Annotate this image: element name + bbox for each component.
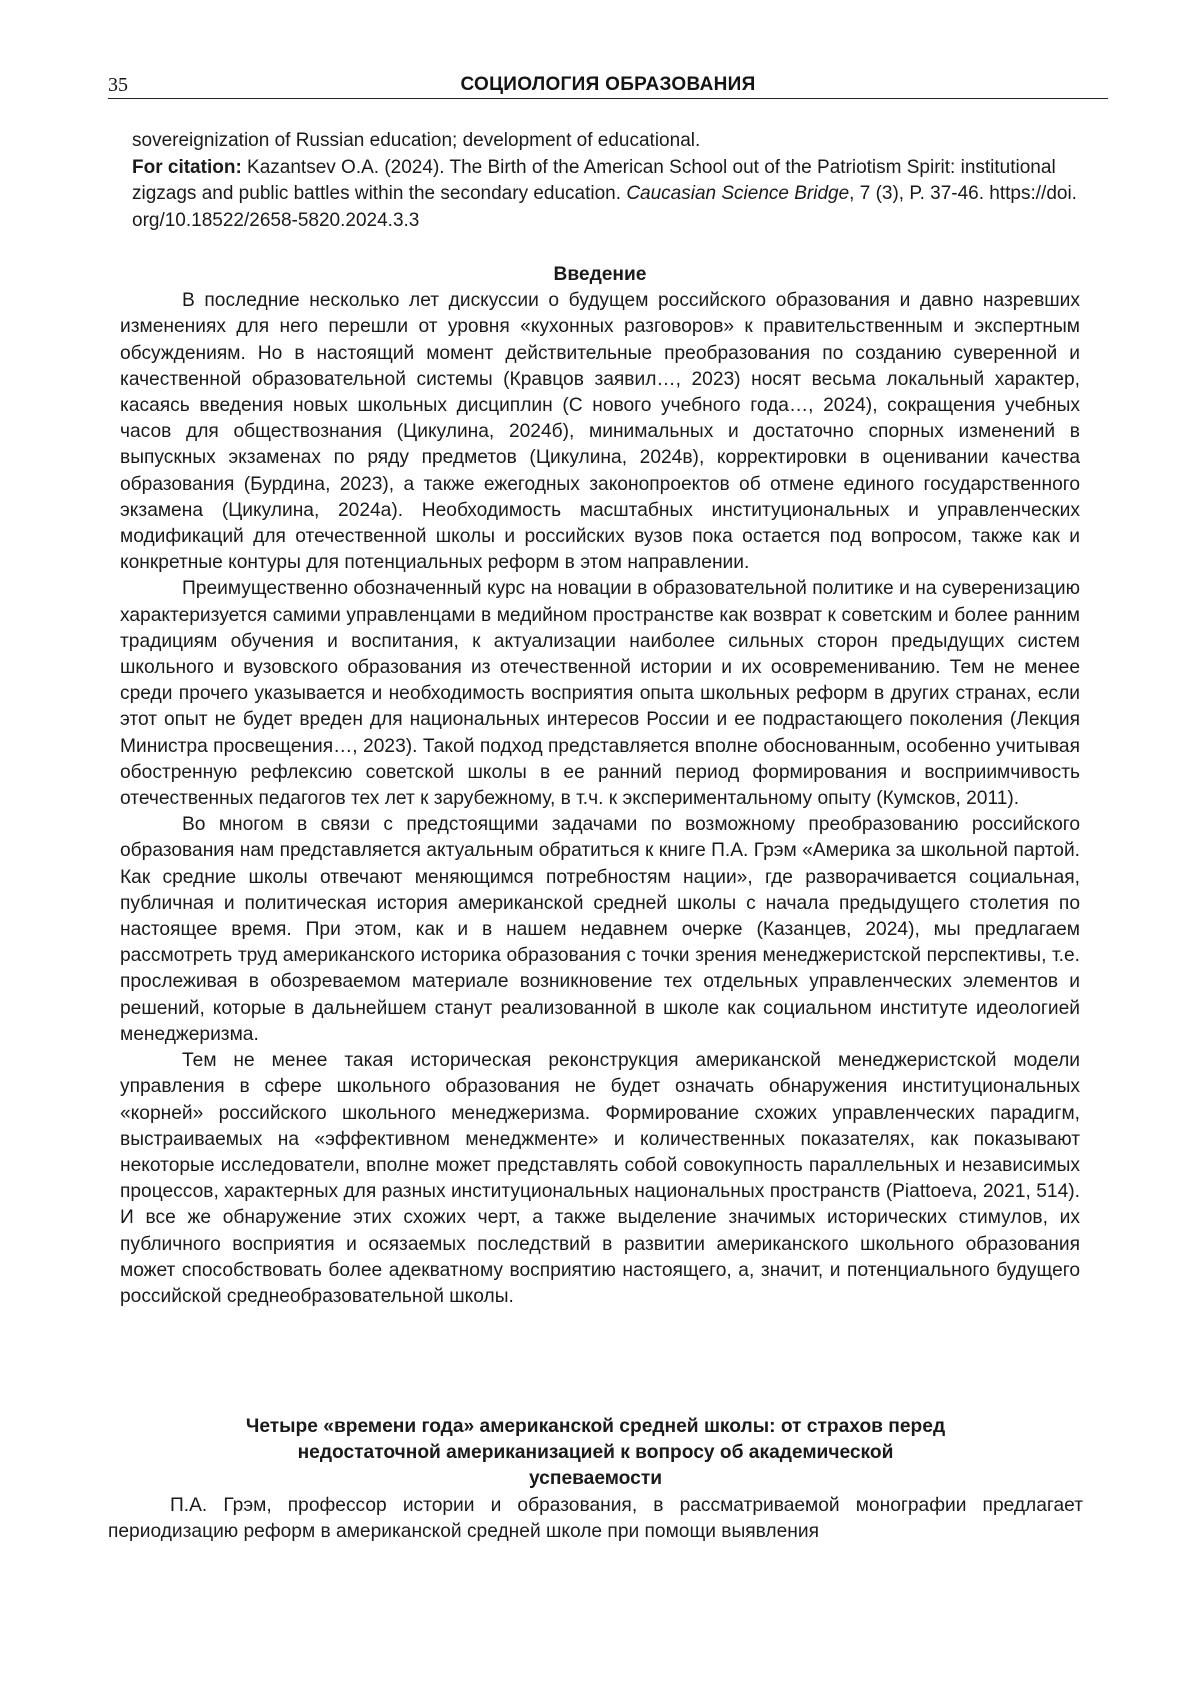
introduction-section	[120, 262, 1080, 1310]
citation-journal: Caucasian Science Bridge	[626, 183, 849, 204]
section-heading-line-3: успеваемости	[108, 1466, 1083, 1492]
page-number: 35	[108, 74, 128, 97]
keywords-tail: sovereignization of Russian education; development of educational.	[132, 128, 1092, 155]
running-header	[108, 70, 1108, 99]
citation-label: For citation:	[132, 157, 242, 178]
section-four-seasons	[108, 1414, 1083, 1545]
section-heading-line-1: Четыре «времени года» американской средней школы: от страхов перед	[108, 1414, 1083, 1440]
section-paragraph: П.А. Грэм, профессор истории и образования, в рассматриваемой монографии предлагает периодизацию реформ в американской средней школе при помощи выявления	[108, 1493, 1083, 1545]
citation	[132, 155, 1092, 235]
journal-page	[0, 0, 1200, 1697]
citation-text: Kazantsev O.A. (2024). The Birth of the American School out of the Patriotism Spirit: institutional zigzags and public battles within the secondary education.	[132, 157, 1056, 205]
introduction-paragraph-4: Тем не менее такая историческая реконструкция американской менеджеристской модели управления в сфере школьного образования не будет означать обнаружения институциональных «корней» российского школьного менеджеризма. Формирование схожих управленческих парадигм, выстраиваемых на «эффективном менеджменте» и количественных показателях, как показывают некоторые исследователи, вполне может представлять собой совокупность параллельных и независимых процессов, характерных для разных институциональных национальных пространств (Piattoeva, 2021, 514). И все же обнаружение этих схожих черт, а также выделение значимых исторических стимулов, их публичного восприятия и осязаемых последствий в развитии американского школьного образования может способствовать более адекватному восприятию настоящего, а, значит, и потенциального будущего российской среднеобразовательной школы.	[120, 1048, 1080, 1310]
introduction-paragraph-1: В последние несколько лет дискуссии о будущем российского образования и давно назревших изменениях для него перешли от уровня «кухонных разговоров» к правительственным и экспертным обсуждениям. Но в настоящий момент действительные преобразования по созданию суверенной и качественной образовательной системы (Кравцов заявил…, 2023) носят весьма локальный характер, касаясь введения новых школьных дисциплин (С нового учебного года…, 2024), сокращения учебных часов для обществознания (Цикулина, 2024б), минимальных и достаточно спорных изменений в выпускных экзаменах по ряду предметов (Цикулина, 2024в), корректировки в оценивании качества образования (Бурдина, 2023), а также ежегодных законопроектов об отмене единого государственного экзамена (Цикулина, 2024а). Необходимость масштабных институциональных и управленческих модификаций для отечественной школы и российских вузов пока остается под вопросом, также как и конкретные контуры для потенциальных реформ в этом направлении.	[120, 288, 1080, 576]
citation-volume: , 7 (3), P. 37-46. https://doi. org/10.18522/2658-5820.2024.3.3	[132, 183, 1077, 231]
abstract-tail	[132, 128, 1092, 234]
introduction-paragraph-3: Во многом в связи с предстоящими задачами по возможному преобразованию российского образования нам представляется актуальным обратиться к книге П.А. Грэм «Америка за школьной партой. Как средние школы отвечают меняющимся потребностям нации», где разворачивается социальная, публичная и политическая история американской средней школы с начала предыдущего столетия по настоящее время. При этом, как и в нашем недавнем очерке (Казанцев, 2024), мы предлагаем рассмотреть труд американского историка образования с точки зрения менеджеристской перспективы, т.е. прослеживая в обозреваемом материале возникновение тех отдельных управленческих элементов и решений, которые в дальнейшем станут реализованной в школе как социальном институте идеологией менеджеризма.	[120, 812, 1080, 1048]
introduction-paragraph-2: Преимущественно обозначенный курс на новации в образовательной политике и на суверенизацию характеризуется самими управленцами в медийном пространстве как возврат к советским и более ранним традициям обучения и воспитания, к актуализации наиболее сильных сторон предыдущих систем школьного и вузовского образования из отечественной истории и их осовремениванию. Тем не менее среди прочего указывается и необходимость восприятия опыта школьных реформ в других странах, если этот опыт не будет вреден для национальных интересов России и ее подрастающего поколения (Лекция Министра просвещения…, 2023). Такой подход представляется вполне обоснованным, особенно учитывая обостренную рефлексию советской школы в ее ранний период формирования и восприимчивость отечественных педагогов тех лет к зарубежному, в т.ч. к экспериментальному опыту (Кумсков, 2011).	[120, 576, 1080, 812]
section-heading-line-2: недостаточной американизацией к вопросу об академической	[108, 1440, 1083, 1466]
journal-section-title: СОЦИОЛОГИЯ ОБРАЗОВАНИЯ	[108, 74, 1108, 96]
introduction-heading: Введение	[120, 262, 1080, 288]
